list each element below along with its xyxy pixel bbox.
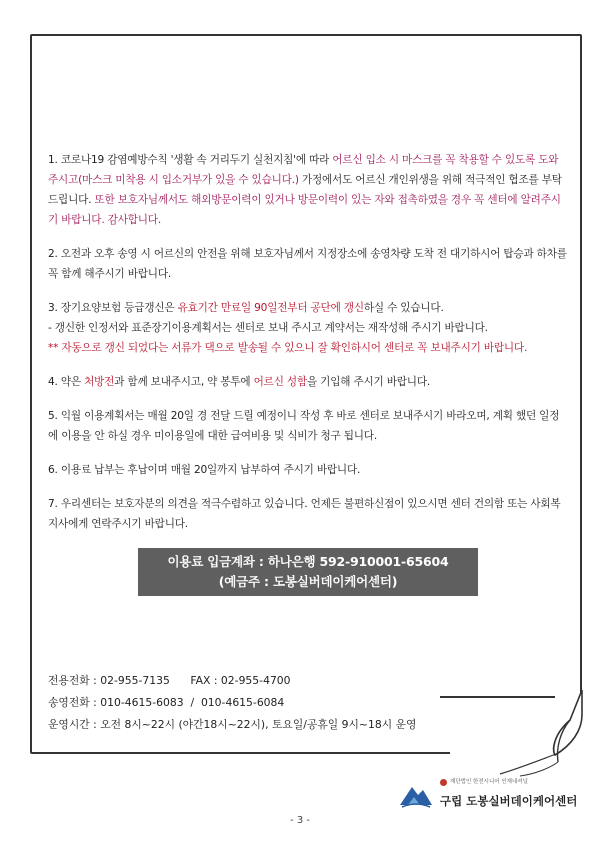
- notice-item: [48, 460, 568, 480]
- notice-text: 7. 우리센터는 보호자분의 의견을 적극수렴하고 있습니다. 언제든 불편하신점이 있으시면 센터 건의함 또는 사회복지사에게 연락주시기 바랍니다.: [48, 498, 561, 530]
- notice-text: 1. 코로나19 감염예방수칙 '생활 속 거리두기 실천지침'에 따라: [48, 154, 333, 166]
- center-logo: [398, 777, 578, 813]
- shuttle-line: 송영전화 : 010-4615-6083 / 010-4615-6084: [48, 696, 285, 709]
- notice-text: 3. 장기요양보험 등급갱신은: [48, 302, 178, 314]
- notice-text: 2. 오전과 오후 송영 시 어르신의 안전을 위해 보호자님께서 지정장소에 송영차량 도착 전 대기하시어 탑승과 하차를 꼭 함께 해주시기 바랍니다.: [48, 248, 567, 280]
- notice-item: [48, 244, 568, 284]
- mountain-logo-icon: [398, 779, 434, 809]
- notice-text: 을 기입해 주시기 바랍니다.: [306, 376, 431, 388]
- notice-item: [48, 494, 568, 534]
- notice-text: 과 함께 보내주시고, 약 봉투에: [114, 376, 254, 388]
- logo-org: 재단법인 한전시니어 인재내셔널: [450, 779, 528, 785]
- notice-text: 4. 약은: [48, 376, 85, 388]
- account-box: [138, 548, 478, 596]
- account-holder: (예금주 : 도봉실버데이케어센터): [218, 574, 398, 589]
- notice-list: [48, 150, 568, 534]
- notice-text: 처방전: [84, 376, 115, 388]
- notice-content: [48, 150, 568, 596]
- notice-text: 5. 익월 이용계획서는 매월 20일 경 전달 드릴 예정이니 작성 후 바로 센터로 보내주시기 바라오며, 계획 했던 일정에 이용을 안 하실 경우 미이용일에 대한 급여비용 및 식비가 청구 됩니다.: [48, 410, 560, 442]
- notice-item: [48, 406, 568, 446]
- notice-text: 하실 수 있습니다.: [363, 302, 444, 314]
- seal-icon: [440, 779, 447, 786]
- contact-info: [48, 670, 508, 736]
- notice-text: 또한 보호자님께서도 해외방문이력이 있거나 방문이력이 있는 자와 접촉하였을 경우 꼭 센터에 알려주시기 바랍니다. 감사합니다.: [48, 194, 561, 226]
- account-line: 이용료 입금계좌 : 하나은행 592-910001-65604: [167, 554, 449, 569]
- logo-name: 구립 도봉실버데이케어센터: [440, 794, 578, 808]
- phone-line: 전용전화 : 02-955-7135 FAX : 02-955-4700: [48, 674, 291, 687]
- notice-text: ** 자동으로 갱신 되었다는 서류가 댁으로 발송될 수 있으니 잘 확인하시어 센터로 꼭 보내주시기 바랍니다.: [48, 342, 528, 354]
- notice-text: 어르신 입소 시 마스크를 꼭 착용할 수 있도록 도와주시고(마스크 미착용 시 입소거부가 있을 수 있습니다.): [48, 154, 559, 186]
- notice-item: [48, 298, 568, 358]
- notice-text: 가정에서도 어르신 개인위생을 위해 적극적인 협조를 부탁드립니다.: [48, 174, 562, 206]
- notice-item: [48, 372, 568, 392]
- notice-text: 유효기간 만료일 90일전부터 공단에 갱신: [177, 302, 364, 314]
- page-number: - 3 -: [290, 815, 310, 826]
- notice-item: [48, 150, 568, 230]
- notice-text: 어르신 성함: [253, 376, 307, 388]
- hours-line: 운영시간 : 오전 8시~22시 (야간18시~22시), 토요일/공휴일 9시~18시 운영: [48, 718, 417, 731]
- notice-text: - 갱신한 인정서와 표준장기이용계획서는 센터로 보내 주시고 계약서는 재작성해 주시기 바랍니다.: [48, 322, 488, 334]
- notice-text: 6. 이용료 납부는 후납이며 매월 20일까지 납부하여 주시기 바랍니다.: [48, 464, 361, 476]
